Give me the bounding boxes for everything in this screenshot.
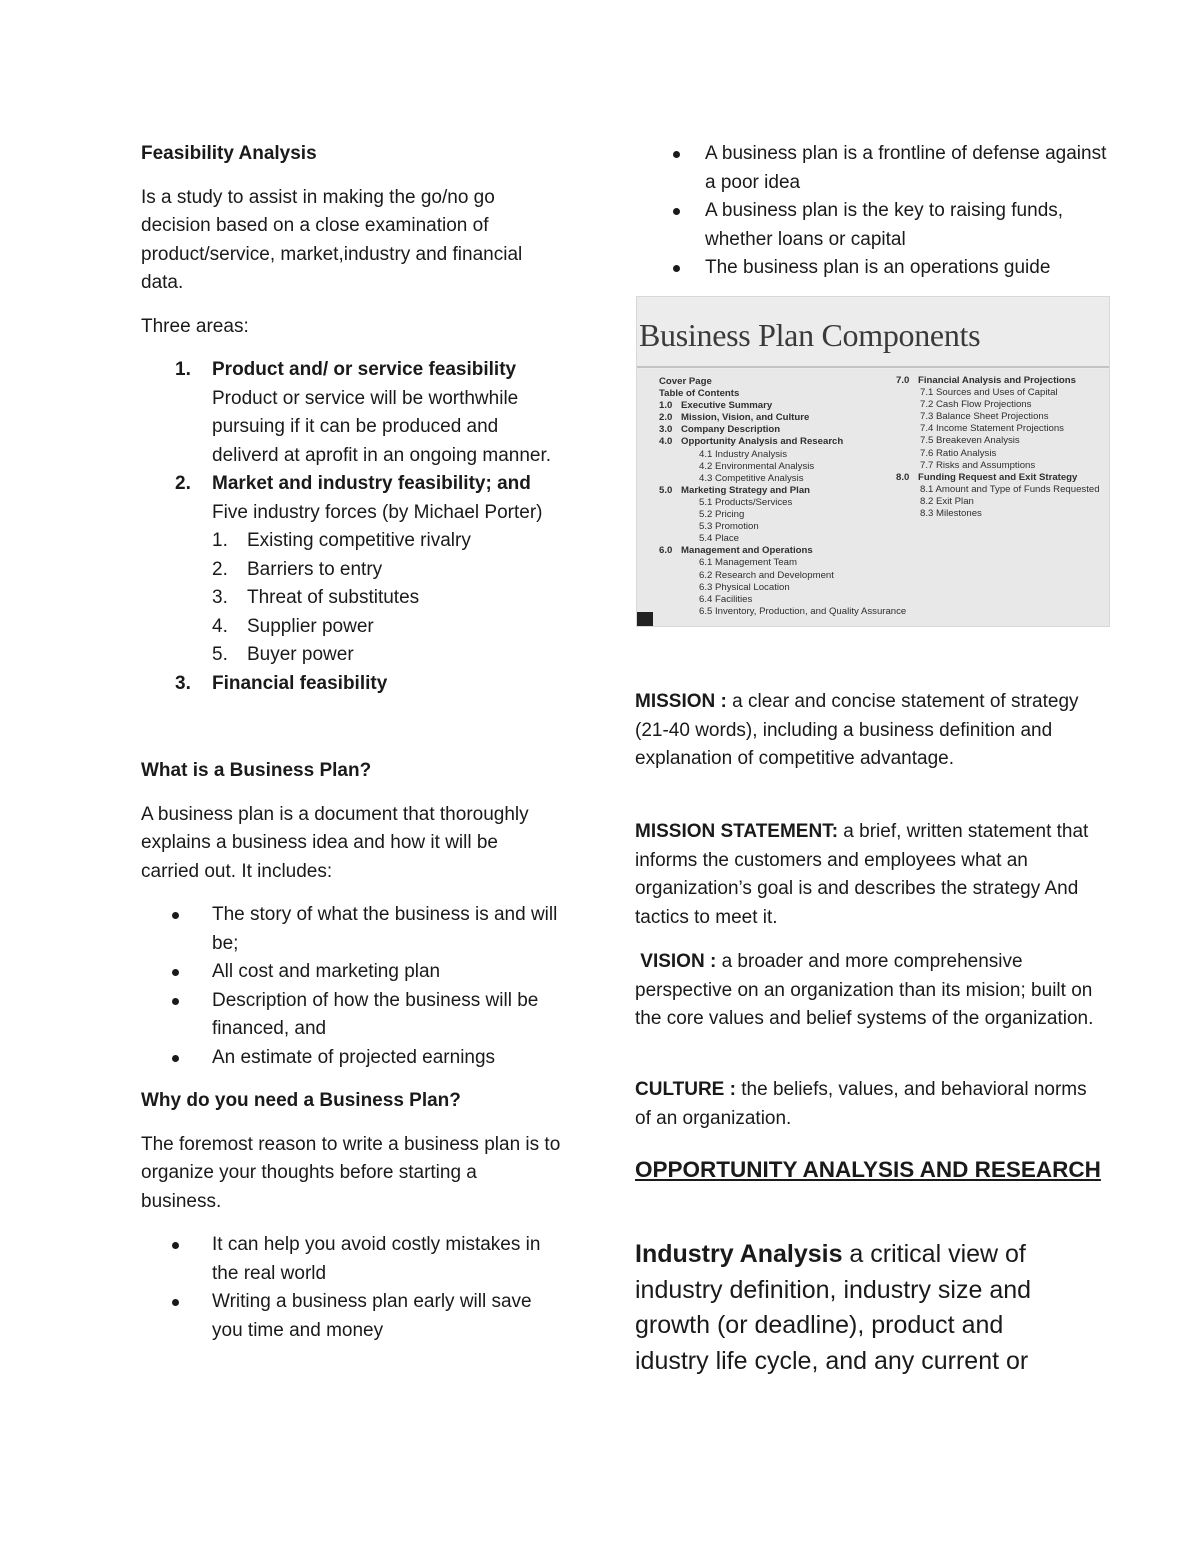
vision-label: VISION : bbox=[640, 951, 717, 972]
why-heading: Why do you need a Business Plan? bbox=[141, 1090, 461, 1111]
figure-divider bbox=[637, 366, 1109, 368]
area-number: 2. bbox=[175, 473, 191, 494]
component-label: Funding Request and Exit Strategy bbox=[918, 471, 1078, 483]
why-definition: The foremost reason to write a business plan is to organize your thoughts before starting a business. bbox=[141, 1133, 561, 1212]
components-left-column bbox=[659, 376, 906, 618]
component-entry bbox=[659, 497, 906, 509]
component-label: 8.3 Milestones bbox=[920, 508, 982, 520]
force-number: 3. bbox=[212, 587, 228, 608]
component-entry bbox=[659, 594, 906, 606]
mission-paragraph bbox=[635, 688, 1105, 774]
list-item: A business plan is the key to raising funds, whether loans or capital bbox=[635, 197, 1115, 254]
list-item: A business plan is a frontline of defense against a poor idea bbox=[635, 140, 1115, 197]
component-entry bbox=[659, 436, 906, 448]
figure-corner-mark bbox=[637, 612, 653, 626]
feasibility-definition: Is a study to assist in making the go/no go decision based on a close examination of product/service, market,industry and financial data. bbox=[141, 186, 523, 293]
why-list bbox=[141, 1231, 561, 1345]
area-title: Market and industry feasibility; and bbox=[212, 473, 531, 494]
component-entry bbox=[659, 582, 906, 594]
force-item bbox=[141, 556, 561, 585]
force-text: Threat of substitutes bbox=[247, 587, 420, 608]
bullet-icon bbox=[673, 151, 680, 158]
opportunity-heading: OPPORTUNITY ANALYSIS AND RESEARCH bbox=[635, 1157, 1101, 1182]
figure-title: Business Plan Components bbox=[639, 317, 981, 353]
component-entry bbox=[659, 400, 906, 412]
list-item: The story of what the business is and will be; bbox=[141, 901, 561, 958]
three-areas-label: Three areas: bbox=[141, 315, 249, 337]
component-label: 7.7 Risks and Assumptions bbox=[920, 459, 1036, 471]
component-label: 6.1 Management Team bbox=[699, 557, 797, 569]
bullet-icon bbox=[172, 1055, 179, 1062]
forces-list bbox=[141, 527, 561, 670]
component-number: 1.0 bbox=[659, 400, 673, 412]
bullet-icon bbox=[172, 1299, 179, 1306]
component-entry bbox=[659, 473, 906, 485]
component-label: Management and Operations bbox=[681, 545, 813, 557]
component-number: 4.0 bbox=[659, 436, 673, 448]
component-entry bbox=[659, 449, 906, 461]
component-entry bbox=[896, 375, 1100, 387]
bullet-icon bbox=[172, 969, 179, 976]
component-label: 7.2 Cash Flow Projections bbox=[920, 399, 1032, 411]
component-entry bbox=[896, 472, 1100, 484]
component-label: 5.4 Place bbox=[699, 533, 740, 545]
area-number: 1. bbox=[175, 359, 191, 380]
what-heading: What is a Business Plan? bbox=[141, 760, 372, 781]
component-entry bbox=[896, 484, 1100, 496]
component-entry bbox=[896, 387, 1100, 399]
component-entry bbox=[659, 570, 906, 582]
component-entry bbox=[896, 508, 1100, 520]
area-number: 3. bbox=[175, 672, 191, 694]
force-text: Buyer power bbox=[247, 644, 354, 665]
area-item-1 bbox=[141, 356, 561, 470]
force-number: 2. bbox=[212, 558, 228, 580]
bullet-icon bbox=[172, 1242, 179, 1249]
areas-list bbox=[141, 356, 561, 527]
component-entry bbox=[896, 399, 1100, 411]
force-text: Barriers to entry bbox=[247, 558, 383, 580]
industry-text: a critical view of industry definition, industry size and growth (or deadline), product and idustry life cycle, and any current or bbox=[635, 1240, 1032, 1375]
component-label: Opportunity Analysis and Research bbox=[681, 436, 844, 448]
what-definition: A business plan is a document that thoroughly explains a business idea and how it will be carried out. It includes: bbox=[141, 803, 529, 882]
includes-list bbox=[141, 901, 561, 1072]
force-item bbox=[141, 613, 561, 642]
industry-label: Industry Analysis bbox=[635, 1240, 843, 1268]
business-plan-components-figure bbox=[636, 296, 1110, 627]
component-number: 5.0 bbox=[659, 484, 673, 496]
component-label: 6.5 Inventory, Production, and Quality Assurance bbox=[699, 605, 907, 617]
mission-statement-text: a brief, written statement that informs the customers and employees what an organization’s goal is and describes the strategy And tactics to meet it. bbox=[635, 821, 1089, 928]
component-entry bbox=[659, 533, 906, 545]
component-label: 7.1 Sources and Uses of Capital bbox=[920, 387, 1058, 399]
component-label: Financial Analysis and Projections bbox=[918, 375, 1076, 386]
force-item bbox=[141, 527, 561, 556]
component-label: 4.2 Environmental Analysis bbox=[699, 460, 815, 472]
component-label: Cover Page bbox=[659, 376, 712, 387]
component-label: 4.1 Industry Analysis bbox=[699, 448, 787, 460]
figure-body bbox=[637, 369, 1109, 626]
list-item: Description of how the business will be financed, and bbox=[141, 987, 561, 1044]
component-number: 6.0 bbox=[659, 545, 673, 557]
component-entry bbox=[659, 557, 906, 569]
culture-paragraph bbox=[635, 1076, 1105, 1133]
component-label: 7.3 Balance Sheet Projections bbox=[920, 411, 1049, 423]
component-entry bbox=[896, 460, 1100, 472]
area-item-2 bbox=[141, 470, 561, 527]
mission-statement-paragraph bbox=[635, 818, 1105, 932]
force-number: 4. bbox=[212, 615, 228, 637]
component-label: Company Description bbox=[681, 424, 781, 436]
component-label: 6.2 Research and Development bbox=[699, 569, 834, 581]
component-label: Mission, Vision, and Culture bbox=[681, 412, 810, 424]
area-description: Five industry forces (by Michael Porter) bbox=[212, 501, 543, 523]
component-entry bbox=[659, 545, 906, 557]
component-entry bbox=[896, 496, 1100, 508]
component-label: 5.1 Products/Services bbox=[699, 496, 793, 508]
left-column bbox=[141, 140, 561, 1345]
force-item bbox=[141, 584, 561, 613]
component-entry bbox=[659, 376, 906, 388]
bullet-icon bbox=[673, 265, 680, 272]
component-label: 7.6 Ratio Analysis bbox=[920, 447, 997, 459]
reasons-list bbox=[635, 140, 1115, 283]
industry-analysis-paragraph bbox=[635, 1237, 1065, 1379]
force-number: 1. bbox=[212, 530, 228, 551]
bullet-icon bbox=[673, 208, 680, 215]
component-entry bbox=[659, 485, 906, 497]
force-text: Supplier power bbox=[247, 615, 374, 637]
culture-label: CULTURE : bbox=[635, 1079, 736, 1100]
component-label: 6.3 Physical Location bbox=[699, 581, 790, 593]
bullet-icon bbox=[172, 998, 179, 1005]
vision-text: a broader and more comprehensive perspective on an organization than its mision; built on the core values and belief systems of the organization. bbox=[635, 951, 1094, 1029]
list-item: It can help you avoid costly mistakes in the real world bbox=[141, 1231, 561, 1288]
mission-label: MISSION : bbox=[635, 691, 727, 712]
component-entry bbox=[659, 412, 906, 424]
component-label: 6.4 Facilities bbox=[699, 593, 753, 605]
list-item: All cost and marketing plan bbox=[141, 958, 561, 987]
component-number: 8.0 bbox=[896, 471, 910, 483]
component-entry bbox=[896, 448, 1100, 460]
component-label: 4.3 Competitive Analysis bbox=[699, 472, 804, 484]
component-label: Executive Summary bbox=[681, 400, 773, 412]
vision-paragraph bbox=[635, 948, 1105, 1034]
area-description: Product or service will be worthwhile pursuing if it can be produced and deliverd at aprofit in an ongoing manner. bbox=[212, 387, 552, 466]
component-label: 8.1 Amount and Type of Funds Requested bbox=[920, 483, 1100, 495]
mission-text: a clear and concise statement of strategy (21-40 words), including a business definition and explanation of competitive advantage. bbox=[635, 691, 1079, 769]
component-entry bbox=[896, 411, 1100, 423]
mission-statement-label: MISSION STATEMENT: bbox=[635, 821, 839, 842]
force-text: Existing competitive rivalry bbox=[247, 530, 471, 551]
component-label: Marketing Strategy and Plan bbox=[681, 484, 811, 496]
feasibility-heading: Feasibility Analysis bbox=[141, 143, 317, 164]
force-number: 5. bbox=[212, 644, 228, 665]
component-number: 3.0 bbox=[659, 424, 673, 436]
component-entry bbox=[896, 423, 1100, 435]
component-entry bbox=[896, 435, 1100, 447]
area-item-3 bbox=[141, 670, 561, 699]
component-label: Table of Contents bbox=[659, 388, 740, 400]
component-entry bbox=[659, 461, 906, 473]
component-label: 5.3 Promotion bbox=[699, 521, 759, 533]
areas-list-cont bbox=[141, 670, 561, 699]
bullet-icon bbox=[172, 912, 179, 919]
component-number: 2.0 bbox=[659, 412, 673, 424]
right-column bbox=[635, 140, 1115, 283]
culture-text: the beliefs, values, and behavioral norms of an organization. bbox=[635, 1079, 1087, 1129]
component-entry bbox=[659, 424, 906, 436]
component-label: 5.2 Pricing bbox=[699, 509, 745, 521]
component-label: 7.5 Breakeven Analysis bbox=[920, 435, 1020, 447]
list-item: The business plan is an operations guide bbox=[635, 254, 1115, 283]
components-right-column bbox=[896, 375, 1100, 520]
area-title: Financial feasibility bbox=[212, 672, 388, 694]
component-entry bbox=[659, 606, 906, 618]
component-entry bbox=[659, 521, 906, 533]
component-entry bbox=[659, 388, 906, 400]
component-label: 7.4 Income Statement Projections bbox=[920, 423, 1064, 435]
list-item: An estimate of projected earnings bbox=[141, 1044, 561, 1073]
component-entry bbox=[659, 509, 906, 521]
component-label: 8.2 Exit Plan bbox=[920, 495, 974, 507]
area-title: Product and/ or service feasibility bbox=[212, 359, 517, 380]
component-number: 7.0 bbox=[896, 375, 910, 386]
list-item: Writing a business plan early will save you time and money bbox=[141, 1288, 561, 1345]
force-item bbox=[141, 641, 561, 670]
